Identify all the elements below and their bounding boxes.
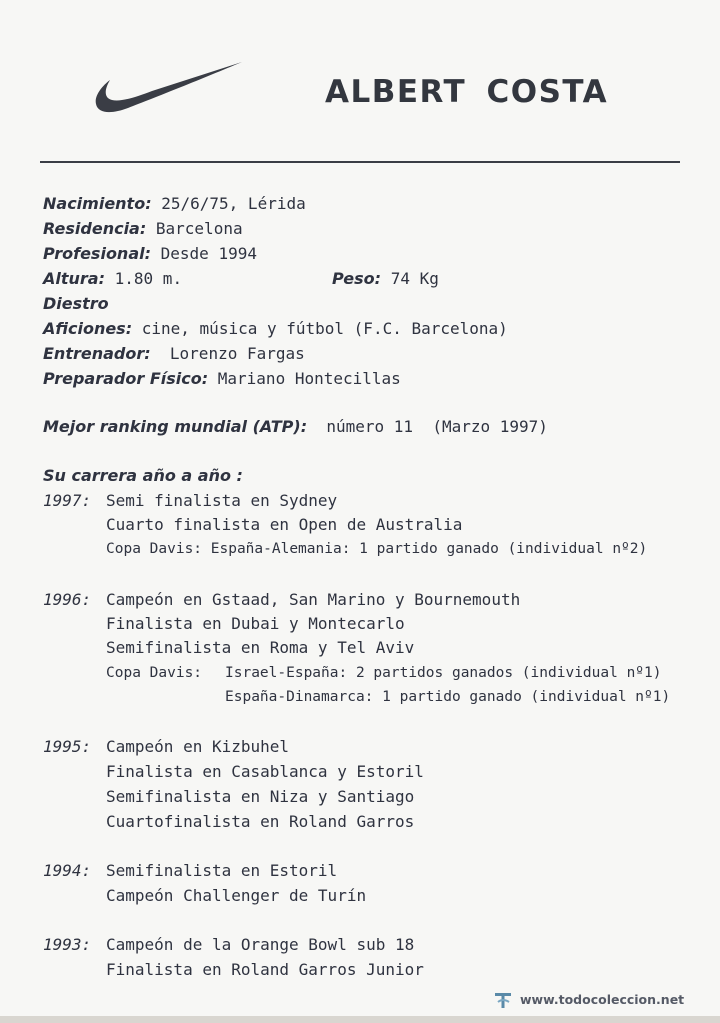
weight-row xyxy=(332,269,439,289)
weight-value: 74 Kg xyxy=(390,269,439,288)
entry-1995-4: Cuartofinalista en Roland Garros xyxy=(106,812,415,831)
player-name: ALBERT COSTA xyxy=(325,74,609,110)
entry-1993-1: Campeón de la Orange Bowl sub 18 xyxy=(106,935,415,954)
entry-1993-2: Finalista en Roland Garros Junior xyxy=(106,960,424,979)
entry-1996-1: Campeón en Gstaad, San Marino y Bournemouth xyxy=(106,590,521,609)
year-1995: 1995: xyxy=(43,737,92,756)
residence-label: Residencia: xyxy=(43,219,147,238)
entry-1997-3: Copa Davis: España-Alemania: 1 partido ganado (individual nº2) xyxy=(106,541,648,557)
year-1993: 1993: xyxy=(43,935,92,954)
trainer-label: Preparador Físico: xyxy=(43,369,209,388)
entry-1996-2: Finalista en Dubai y Montecarlo xyxy=(106,614,405,633)
watermark-text: www.todocoleccion.net xyxy=(520,991,685,1007)
hobbies-value: cine, música y fútbol (F.C. Barcelona) xyxy=(141,319,508,338)
watermark xyxy=(492,988,684,1010)
todocoleccion-logo-icon xyxy=(492,988,514,1010)
coach-label: Entrenador: xyxy=(43,344,151,363)
entry-1994-1: Semifinalista en Estoril xyxy=(106,861,338,880)
residence-row xyxy=(43,219,243,239)
entry-1995-2: Finalista en Casablanca y Estoril xyxy=(106,762,424,781)
entry-1997-1: Semi finalista en Sydney xyxy=(106,491,338,510)
ranking-label: Mejor ranking mundial (ATP): xyxy=(43,417,308,436)
entry-1996-3: Semifinalista en Roma y Tel Aviv xyxy=(106,638,415,657)
trainer-row xyxy=(43,369,401,389)
entry-1997-2: Cuarto finalista en Open de Australia xyxy=(106,515,463,534)
entry-1996-4a: Copa Davis: xyxy=(106,665,203,681)
header-divider xyxy=(40,161,680,163)
year-1997: 1997: xyxy=(43,491,92,510)
entry-1995-3: Semifinalista en Niza y Santiago xyxy=(106,787,415,806)
bottom-edge xyxy=(0,1016,720,1023)
birth-label: Nacimiento: xyxy=(43,194,152,213)
professional-label: Profesional: xyxy=(43,244,151,263)
professional-value: Desde 1994 xyxy=(160,244,257,263)
trainer-value: Mariano Hontecillas xyxy=(217,369,401,388)
weight-label: Peso: xyxy=(332,269,382,288)
residence-value: Barcelona xyxy=(155,219,243,238)
year-1996: 1996: xyxy=(43,590,92,609)
height-row xyxy=(43,269,182,289)
coach-value: Lorenzo Fargas xyxy=(169,344,305,363)
ranking-row xyxy=(43,417,548,437)
hobbies-row xyxy=(43,319,508,339)
career-heading: Su carrera año a año : xyxy=(43,466,243,485)
height-label: Altura: xyxy=(43,269,105,288)
hobbies-label: Aficiones: xyxy=(43,319,133,338)
nike-swoosh-logo xyxy=(94,58,244,116)
ranking-value: número 11 xyxy=(326,417,414,436)
handedness: Diestro xyxy=(43,294,109,313)
birth-value: 25/6/75, Lérida xyxy=(161,194,306,213)
entry-1995-1: Campeón en Kizbuhel xyxy=(106,737,290,756)
entry-1996-4b: Israel-España: 2 partidos ganados (individual nº1) xyxy=(225,665,662,681)
entry-1996-5: España-Dinamarca: 1 partido ganado (individual nº1) xyxy=(225,689,671,705)
birth-row xyxy=(43,194,306,214)
coach-row xyxy=(43,344,305,364)
ranking-date: (Marzo 1997) xyxy=(432,417,548,436)
year-1994: 1994: xyxy=(43,861,92,880)
height-value: 1.80 m. xyxy=(114,269,183,288)
professional-row xyxy=(43,244,257,264)
entry-1994-2: Campeón Challenger de Turín xyxy=(106,886,367,905)
